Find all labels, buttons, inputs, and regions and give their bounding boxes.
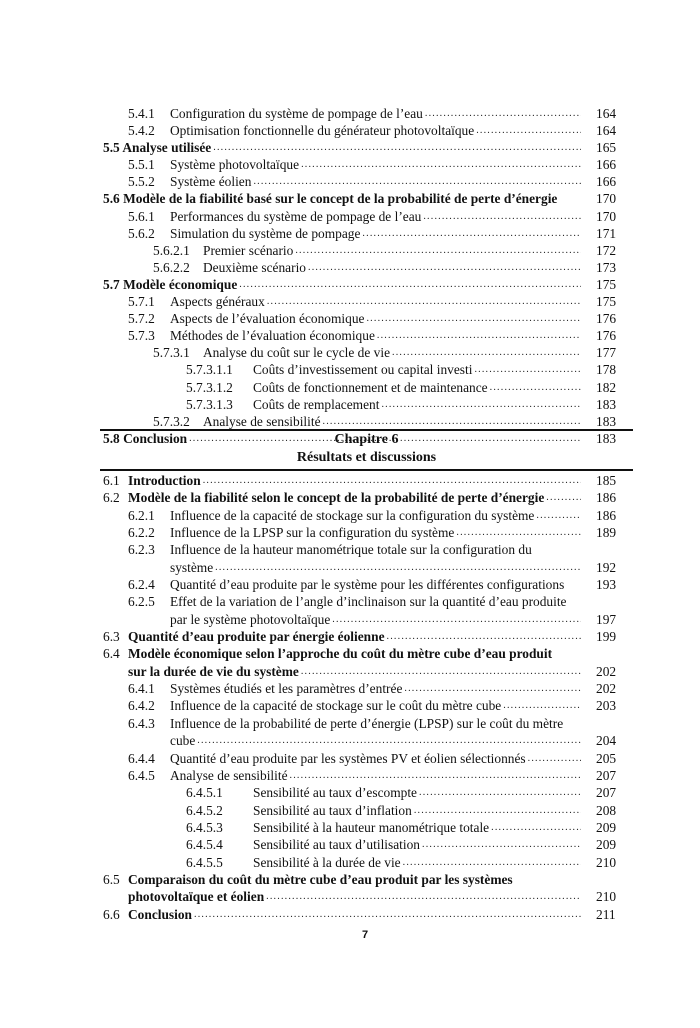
toc-entry[interactable] [103, 802, 633, 819]
toc-entry-page: 172 [596, 242, 617, 258]
toc-entry-title: Quantité d’eau produite par le système pour les différentes configurations [170, 577, 565, 593]
toc-entry[interactable] [103, 361, 633, 378]
toc-entry[interactable] [103, 327, 633, 344]
toc-entry-title-wrap [253, 361, 581, 378]
toc-entry-page: 186 [596, 490, 617, 506]
toc-entry-page: 170 [596, 208, 617, 224]
dot-leader [456, 524, 581, 541]
dot-leader [323, 413, 581, 430]
toc-entry-page: 211 [596, 906, 616, 922]
toc-entry[interactable] [103, 489, 633, 506]
toc-entry[interactable] [103, 472, 633, 489]
toc-entry-page: 209 [596, 819, 617, 835]
toc-entry[interactable] [103, 413, 633, 430]
toc-entry[interactable] [103, 663, 633, 680]
toc-entry[interactable] [103, 259, 633, 276]
toc-entry-page: 207 [596, 785, 617, 801]
toc-entry[interactable] [103, 645, 633, 662]
toc-entry-page: 183 [596, 413, 617, 429]
toc-entry[interactable] [103, 344, 633, 361]
dot-leader [392, 344, 581, 361]
toc-entry-number: 6.4 [103, 646, 120, 662]
toc-entry-title-wrap [170, 507, 581, 524]
toc-entry-number: 6.4.5.1 [186, 785, 223, 801]
toc-entry-number: 5.6.2 [128, 225, 155, 241]
toc-entry-title: Conclusion [128, 906, 192, 922]
toc-entry-page: 166 [596, 174, 617, 190]
toc-entry-page: 205 [596, 750, 617, 766]
toc-entry-number: 5.7.2 [128, 311, 155, 327]
chapter-title: Résultats et discussions [296, 450, 437, 465]
toc-entry-title-wrap [170, 697, 581, 714]
toc-entry-title-wrap [170, 105, 581, 122]
toc-entry-page: 164 [596, 123, 617, 139]
toc-entry-number: 5.7.3 [128, 328, 155, 344]
toc-entry-title: Aspects généraux [170, 294, 265, 310]
toc-entry[interactable] [103, 105, 633, 122]
toc-entry-title: Sensibilité au taux d’escompte [253, 785, 417, 801]
toc-entry-number: 6.4.1 [128, 681, 155, 697]
dot-leader [381, 396, 581, 413]
dot-leader [267, 293, 581, 310]
toc-entry[interactable] [103, 524, 633, 541]
toc-entry[interactable] [103, 784, 633, 801]
toc-entry-title-wrap [253, 379, 581, 396]
toc-entry-title-wrap [203, 259, 581, 276]
toc-entry-page: 183 [596, 430, 617, 446]
toc-entry[interactable] [103, 576, 633, 593]
toc-entry[interactable] [103, 732, 633, 749]
toc-entry-title-wrap [103, 276, 581, 293]
toc-entry-number: 6.4.4 [128, 750, 155, 766]
toc-entry-page: 210 [596, 889, 617, 905]
toc-entry[interactable] [103, 767, 633, 784]
toc-entry-number: 5.6.2.2 [153, 259, 190, 275]
dot-leader [377, 327, 581, 344]
toc-entry-title-wrap [170, 310, 581, 327]
toc-entry-title-wrap [128, 628, 581, 645]
toc-entry-number: 6.2.1 [128, 507, 155, 523]
dot-leader [362, 225, 581, 242]
dot-leader [290, 767, 581, 784]
toc-entry-number: 6.6 [103, 906, 120, 922]
toc-entry-title-wrap [170, 541, 581, 558]
toc-entry-number: 5.6.2.1 [153, 242, 190, 258]
toc-entry-number: 5.5.2 [128, 174, 155, 190]
chapter-label: Chapitre 6 [334, 432, 399, 447]
dot-leader [266, 888, 581, 905]
toc-entry[interactable] [103, 173, 633, 190]
toc-entry[interactable] [103, 888, 633, 905]
toc-entry[interactable] [103, 276, 633, 293]
toc-entry-page: 173 [596, 259, 617, 275]
toc-entry-title: 5.6 Modèle de la fiabilité basé sur le concept de la probabilité de perte d’énergie [103, 191, 558, 207]
toc-entry-page: 204 [596, 733, 617, 749]
toc-entry-title-wrap [170, 173, 581, 190]
toc-entry-title: Analyse de sensibilité [170, 767, 288, 783]
toc-entry-title-wrap [128, 663, 581, 680]
dot-leader [419, 784, 581, 801]
toc-entry-number: 6.4.3 [128, 715, 155, 731]
toc-entry-number: 5.4.2 [128, 123, 155, 139]
dot-leader [213, 139, 581, 156]
toc-entry-title: système [170, 559, 214, 575]
toc-entry-title-wrap [170, 293, 581, 310]
dot-leader [474, 361, 581, 378]
toc-entry-title-wrap [128, 472, 581, 489]
toc-entry-title: Modèle de la fiabilité selon le concept de la probabilité de perte d’énergie [128, 490, 545, 506]
toc-entry-page: 202 [596, 681, 617, 697]
toc-entry-title: Coûts de remplacement [253, 396, 380, 412]
toc-entry-title-wrap [203, 413, 581, 430]
toc-entry-title-wrap [253, 784, 581, 801]
toc-entry-title: Quantité d’eau produite par énergie éolienne [128, 629, 385, 645]
toc-entry-title: 5.8 Conclusion [103, 430, 188, 446]
toc-entry[interactable] [103, 836, 633, 853]
toc-entry-title: Optimisation fonctionnelle du générateur photovoltaïque [170, 123, 475, 139]
toc-entry-page: 177 [596, 345, 617, 361]
toc-entry-page: 170 [596, 191, 617, 207]
dot-leader [476, 122, 581, 139]
toc-entry-number: 5.7.3.1.2 [186, 379, 233, 395]
toc-entry-page: 185 [596, 473, 617, 488]
toc-entry-number: 6.2.4 [128, 577, 155, 593]
toc-entry[interactable] [103, 122, 633, 139]
toc-entry-title-wrap [170, 524, 581, 541]
toc-entry-title-wrap [103, 139, 581, 156]
toc-entry-title-wrap [170, 767, 581, 784]
toc-entry[interactable] [103, 225, 633, 242]
dot-leader [197, 732, 581, 749]
toc-entry-title: Analyse de sensibilité [203, 413, 321, 429]
toc-entry-title: Influence de la probabilité de perte d’énergie (LPSP) sur le coût du mètre [170, 715, 564, 731]
toc-entry-number: 5.7.3.1 [153, 345, 190, 361]
toc-entry-title-wrap [170, 715, 581, 732]
toc-chapter-5-continued [103, 105, 633, 447]
toc-entry-page: 175 [596, 294, 617, 310]
toc-entry[interactable] [103, 750, 633, 767]
toc-entry-title: Influence de la hauteur manométrique totale sur la configuration du [170, 542, 532, 558]
dot-leader [414, 802, 581, 819]
toc-entry[interactable] [103, 854, 633, 871]
toc-entry[interactable] [103, 611, 633, 628]
toc-entry-title-wrap [128, 645, 581, 662]
toc-entry-title: Influence de la LPSP sur la configuration du système [170, 525, 455, 541]
toc-entry[interactable] [103, 871, 633, 888]
toc-entry[interactable] [103, 156, 633, 173]
toc-entry-title: Comparaison du coût du mètre cube d’eau produit par les systèmes [128, 871, 513, 887]
toc-entry-title-wrap [170, 680, 581, 697]
dot-leader [387, 628, 581, 645]
toc-entry-number: 6.2 [103, 490, 120, 506]
toc-entry-page: 182 [596, 379, 617, 395]
toc-entry[interactable] [103, 310, 633, 327]
dot-leader [546, 489, 581, 506]
toc-entry-page: 166 [596, 157, 617, 173]
toc-entry-title-wrap [128, 888, 581, 905]
dot-leader [422, 836, 581, 853]
toc-entry-title: Effet de la variation de l’angle d’inclinaison sur la quantité d’eau produite [170, 594, 567, 610]
toc-entry-title: Influence de la capacité de stockage sur la configuration du système [170, 507, 535, 523]
dot-leader [425, 105, 581, 122]
toc-entry[interactable] [103, 628, 633, 645]
toc-entry-title: Aspects de l’évaluation économique [170, 311, 365, 327]
toc-entry-title-wrap [128, 489, 581, 506]
toc-entry-title: par le système photovoltaïque [170, 611, 331, 627]
toc-entry-title-wrap [170, 156, 581, 173]
toc-entry-number: 5.7.3.2 [153, 413, 190, 429]
toc-entry-title: Configuration du système de pompage de l’eau [170, 106, 423, 121]
toc-entry-title: Premier scénario [203, 242, 294, 258]
toc-entry-title-wrap [253, 819, 581, 836]
toc-entry[interactable] [103, 139, 633, 156]
toc-entry-number: 5.5.1 [128, 157, 155, 173]
toc-entry-title: Performances du système de pompage de l’eau [170, 208, 422, 224]
toc-entry-title-wrap [170, 750, 581, 767]
dot-leader [536, 507, 581, 524]
toc-entry-title: Méthodes de l’évaluation économique [170, 328, 375, 344]
toc-entry-title: Deuxième scénario [203, 259, 306, 275]
toc-entry-page: 199 [596, 629, 617, 645]
toc-entry-title-wrap [170, 208, 581, 225]
toc-entry[interactable] [103, 593, 633, 610]
dot-leader [490, 379, 581, 396]
toc-entry-number: 6.2.3 [128, 542, 155, 558]
toc-entry-title: sur la durée de vie du système [128, 663, 299, 679]
toc-entry-title: Sensibilité au taux d’utilisation [253, 837, 420, 853]
toc-entry-title: Système éolien [170, 174, 252, 190]
toc-entry-title-wrap [203, 242, 581, 259]
dot-leader [295, 242, 581, 259]
dot-leader [194, 906, 581, 923]
toc-entry[interactable] [103, 242, 633, 259]
toc-entry-page: 186 [596, 507, 617, 523]
toc-entry[interactable] [103, 190, 633, 207]
dot-leader [366, 310, 581, 327]
toc-entry-title-wrap [170, 593, 581, 610]
toc-entry-title-wrap [170, 225, 581, 242]
toc-entry-page: 209 [596, 837, 617, 853]
toc-chapter-6 [103, 472, 633, 923]
toc-entry-number: 6.4.5.4 [186, 837, 223, 853]
toc-entry-number: 6.5 [103, 871, 120, 887]
toc-entry-page: 208 [596, 802, 617, 818]
dot-leader [301, 156, 581, 173]
toc-entry-number: 6.3 [103, 629, 120, 645]
toc-entry-number: 6.2.2 [128, 525, 155, 541]
dot-leader [491, 819, 581, 836]
toc-entry[interactable] [103, 559, 633, 576]
toc-entry-page: 176 [596, 311, 617, 327]
toc-entry-title: Système photovoltaïque [170, 157, 300, 173]
dot-leader [404, 680, 581, 697]
toc-entry-number: 6.4.2 [128, 698, 155, 714]
toc-entry-number: 5.6.1 [128, 208, 155, 224]
toc-entry-title-wrap [253, 802, 581, 819]
toc-entry-page: 171 [596, 225, 617, 241]
toc-entry-title-wrap [170, 611, 581, 628]
toc-entry[interactable] [103, 396, 633, 413]
toc-entry-number: 6.4.5.5 [186, 854, 223, 870]
toc-entry-title-wrap [170, 576, 581, 593]
dot-leader [423, 208, 581, 225]
toc-entry-page: 193 [596, 577, 617, 593]
toc-entry-page: 202 [596, 663, 617, 679]
toc-entry-page: 165 [596, 140, 617, 156]
toc-entry-title: Simulation du système de pompage [170, 225, 361, 241]
toc-entry-title-wrap [170, 559, 581, 576]
toc-entry-page: 178 [596, 362, 617, 378]
toc-entry-page: 207 [596, 767, 617, 783]
toc-entry-number: 5.4.1 [128, 106, 155, 121]
toc-entry-title-wrap [203, 344, 581, 361]
toc-entry[interactable] [103, 208, 633, 225]
toc-entry-title: Coûts d’investissement ou capital investi [253, 362, 473, 378]
dot-leader [301, 663, 581, 680]
toc-entry-title-wrap [128, 906, 581, 923]
dot-leader [403, 854, 581, 871]
toc-entry-page: 176 [596, 328, 617, 344]
toc-entry-title: 5.7 Modèle économique [103, 276, 238, 292]
toc-entry[interactable] [103, 715, 633, 732]
toc-entry-number: 6.4.5.2 [186, 802, 223, 818]
toc-entry-title-wrap [170, 732, 581, 749]
dot-leader [332, 611, 581, 628]
toc-entry-title: Quantité d’eau produite par les systèmes PV et éolien sélectionnés [170, 750, 526, 766]
toc-entry-number: 6.2.5 [128, 594, 155, 610]
toc-entry-title-wrap [253, 396, 581, 413]
toc-entry-number: 5.7.3.1.3 [186, 396, 233, 412]
toc-entry-title-wrap [253, 836, 581, 853]
dot-leader [503, 697, 581, 714]
toc-entry-title: Introduction [128, 473, 201, 488]
dot-leader [215, 559, 581, 576]
toc-entry-page: 192 [596, 559, 617, 575]
dot-leader [253, 173, 581, 190]
toc-entry-title-wrap [170, 327, 581, 344]
toc-entry-number: 6.4.5.3 [186, 819, 223, 835]
toc-entry-title: Coûts de fonctionnement et de maintenance [253, 379, 488, 395]
toc-entry[interactable] [103, 293, 633, 310]
toc-entry-title: Sensibilité à la hauteur manométrique totale [253, 819, 490, 835]
toc-entry[interactable] [103, 680, 633, 697]
dot-leader [308, 259, 581, 276]
dot-leader [528, 750, 581, 767]
toc-entry-number: 6.1 [103, 473, 120, 488]
dot-leader [203, 472, 581, 489]
toc-entry-title-wrap [128, 871, 581, 888]
toc-entry-page: 175 [596, 276, 617, 292]
toc-entry-page: 197 [596, 611, 617, 627]
toc-entry-title-wrap [253, 854, 581, 871]
toc-entry-page: 164 [596, 106, 617, 121]
toc-entry-number: 5.7.1 [128, 294, 155, 310]
toc-entry-title: Influence de la capacité de stockage sur le coût du mètre cube [170, 698, 502, 714]
toc-entry-title: Modèle économique selon l’approche du coût du mètre cube d’eau produit [128, 646, 553, 662]
toc-entry-page: 210 [596, 854, 617, 870]
toc-entry[interactable] [103, 379, 633, 396]
rule-bottom [100, 469, 633, 471]
toc-entry-title: Analyse du coût sur le cycle de vie [203, 345, 391, 361]
toc-entry[interactable] [103, 819, 633, 836]
toc-entry-number: 6.4.5 [128, 767, 155, 783]
toc-entry-number: 5.7.3.1.1 [186, 362, 233, 378]
toc-entry-title-wrap [170, 122, 581, 139]
toc-entry-page: 183 [596, 396, 617, 412]
toc-entry-page: 189 [596, 525, 617, 541]
toc-entry-title: Systèmes étudiés et les paramètres d’entrée [170, 681, 403, 697]
toc-entry-page: 203 [596, 698, 617, 714]
toc-entry[interactable] [103, 906, 633, 923]
toc-entry-title-wrap [103, 190, 581, 207]
toc-entry-title: Sensibilité au taux d’inflation [253, 802, 412, 818]
toc-entry[interactable] [103, 697, 633, 714]
toc-entry-title: 5.5 Analyse utilisée [103, 140, 212, 156]
toc-entry-title: photovoltaïque et éolien [128, 889, 265, 905]
toc-entry-title: cube [170, 733, 196, 749]
dot-leader [239, 276, 581, 293]
toc-entry[interactable] [103, 507, 633, 524]
toc-entry-title: Sensibilité à la durée de vie [253, 854, 401, 870]
toc-entry[interactable] [103, 541, 633, 558]
page-number: 7 [362, 929, 369, 941]
